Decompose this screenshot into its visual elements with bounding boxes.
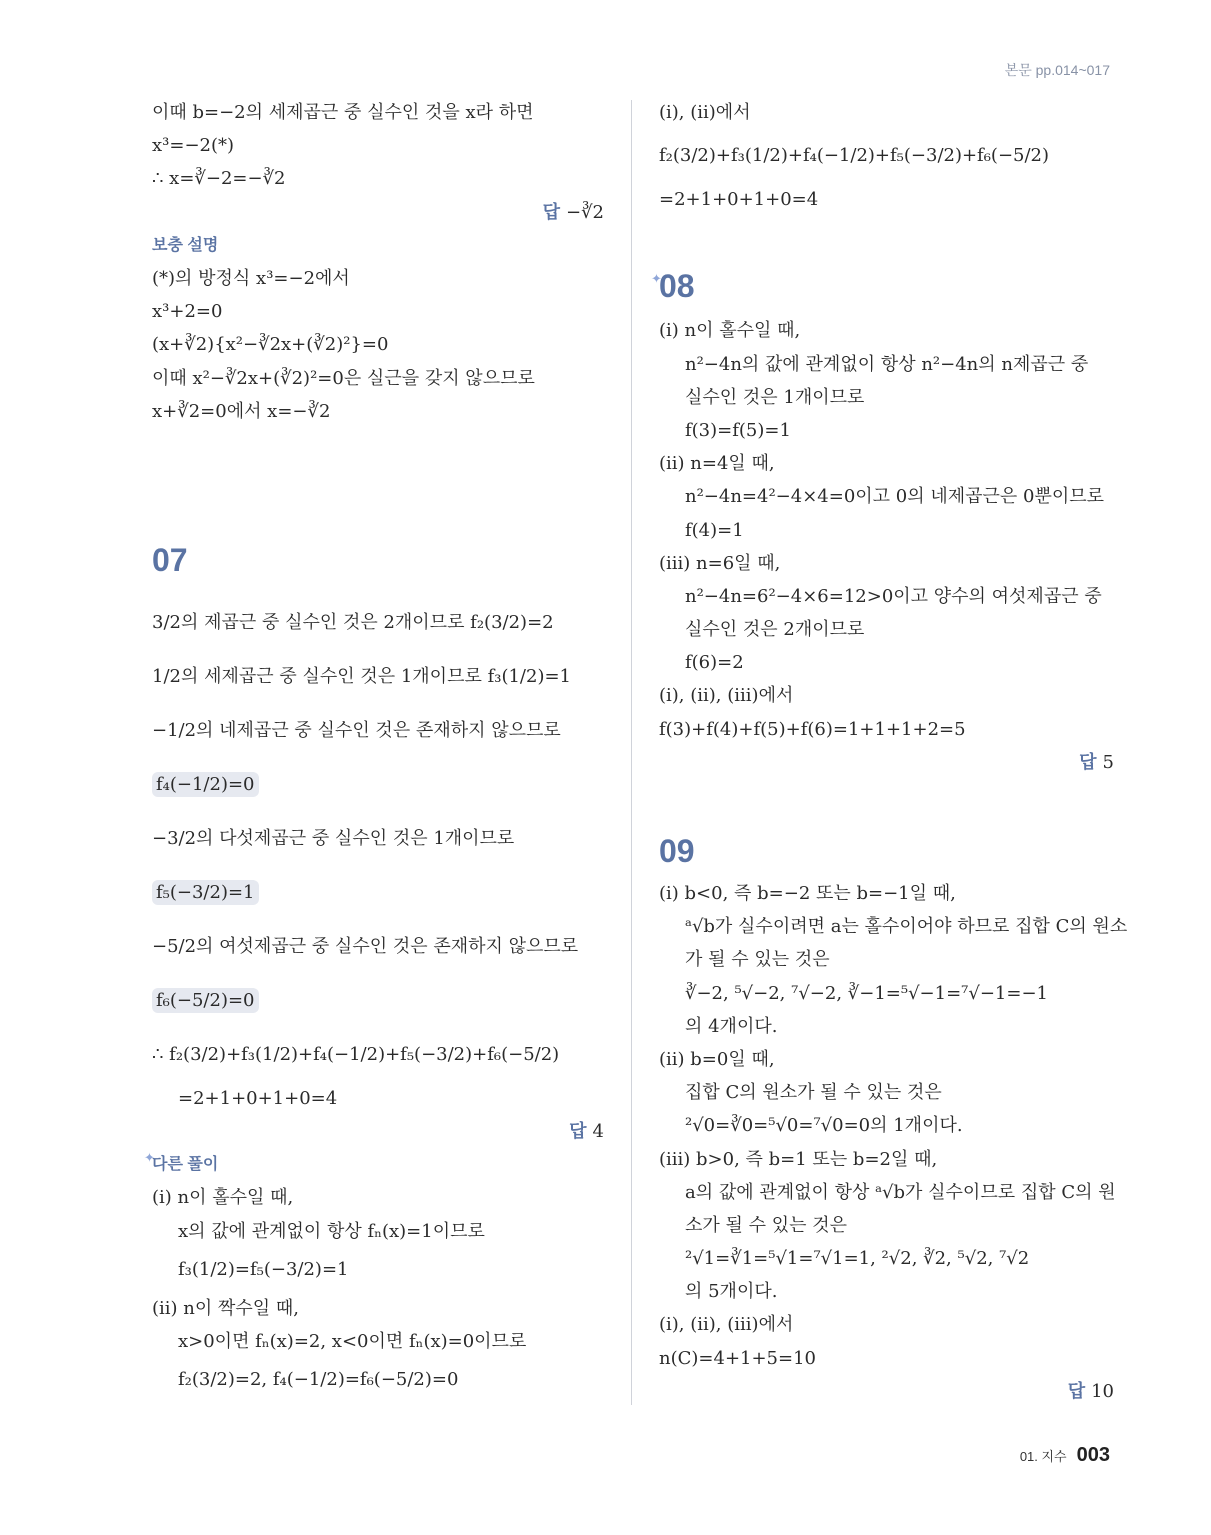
text-line: n²−4n=4²−4×4=0이고 0의 네제곱근은 0뿐이므로 — [685, 486, 1105, 508]
text-line: x³=−2(*) — [152, 135, 235, 157]
text-line: (x+∛2){x²−∛2x+(∛2)²}=0 — [152, 334, 389, 356]
text-line: (ⅰ), (ⅱ), (ⅲ)에서 — [659, 685, 794, 707]
text-line: 소가 될 수 있는 것은 — [685, 1214, 847, 1236]
text-line — [152, 866, 604, 920]
answer-value: −∛2 — [565, 201, 604, 223]
text-line: n(C)=4+1+5=10 — [659, 1347, 816, 1369]
text-line: x의 값에 관계없이 항상 fₙ(x)=1이므로 — [178, 1220, 485, 1242]
text-line: =2+1+0+1+0=4 — [178, 1087, 338, 1109]
text-line: 1/2의 세제곱근 중 실수인 것은 1개이므로 f₃(1/2)=1 — [152, 665, 571, 687]
text-line: ∴ x=∛−2=−∛2 — [152, 168, 286, 190]
text-line — [152, 758, 604, 812]
column-divider — [631, 100, 632, 1405]
text-line: f(6)=2 — [685, 652, 744, 674]
page-footer — [1020, 1444, 1110, 1467]
text-line: f(3)=f(5)=1 — [685, 419, 791, 441]
supplement-title: 보충 설명 — [152, 236, 219, 254]
answer-line — [659, 746, 1114, 779]
text-line: x³+2=0 — [152, 301, 223, 323]
chapter-label: 01. 지수 — [1019, 1449, 1067, 1464]
text-line: (ⅱ) n=4일 때, — [659, 453, 775, 475]
text-line: f₃(1/2)=f₅(−3/2)=1 — [178, 1258, 349, 1280]
text-line: (ⅰ), (ⅱ), (ⅲ)에서 — [659, 1314, 794, 1336]
text-line: 이때 x²−∛2x+(∛2)²=0은 실근을 갖지 않으므로 — [152, 367, 535, 389]
left-column — [144, 96, 604, 1402]
text-line: f(3)+f(4)+f(5)+f(6)=1+1+1+2=5 — [659, 718, 966, 740]
text-line: x>0이면 fₙ(x)=2, x<0이면 fₙ(x)=0이므로 — [178, 1331, 527, 1352]
text-line: ᵃ√b가 실수이려면 a는 홀수이어야 하므로 집합 C의 원소 — [685, 916, 1128, 938]
text-line: 가 될 수 있는 것은 — [685, 949, 830, 971]
text-line: (ⅱ) b=0일 때, — [659, 1048, 775, 1070]
text-line: 의 4개이다. — [685, 1015, 778, 1037]
alternative-solution-title: ✦ 다른 풀이 — [152, 1148, 604, 1181]
text-line: 실수인 것은 1개이므로 — [685, 386, 865, 408]
text-line: 이때 b=−2의 세제곱근 중 실수인 것을 x라 하면 — [152, 102, 534, 123]
text-line: 실수인 것은 2개이므로 — [685, 619, 865, 641]
text-line: ²√0=∛0=⁵√0=⁷√0=0의 1개이다. — [685, 1115, 963, 1137]
answer-line — [152, 1115, 604, 1148]
text-line: −3/2의 다섯제곱근 중 실수인 것은 1개이므로 — [152, 827, 515, 849]
text-line: 의 5개이다. — [685, 1281, 778, 1303]
problem-number-09: 09 — [659, 833, 695, 869]
text-line: 집합 C의 원소가 될 수 있는 것은 — [685, 1082, 942, 1104]
text-line — [152, 974, 604, 1028]
page-number: 003 — [1076, 1444, 1110, 1466]
sparkle-icon: ✦ — [651, 272, 662, 288]
text-line: ∛−2, ⁵√−2, ⁷√−2, ∛−1=⁵√−1=⁷√−1=−1 — [685, 982, 1048, 1004]
text-line: (ⅱ) n이 짝수일 때, — [152, 1297, 299, 1319]
text-line: (ⅲ) n=6일 때, — [659, 552, 781, 574]
text-line: x+∛2=0에서 x=−∛2 — [152, 400, 331, 422]
text-line: f(4)=1 — [685, 519, 744, 541]
right-column — [651, 96, 1128, 1408]
text-line: n²−4n=6²−4×6=12>0이고 양수의 여섯제곱근 중 — [685, 585, 1102, 607]
problem-number-08: ✦ 08 — [659, 264, 1114, 308]
text-line: f₂(3/2)+f₃(1/2)+f₄(−1/2)+f₅(−3/2)+f₆(−5/2) — [659, 145, 1050, 167]
sparkle-icon: ✦ — [144, 1151, 155, 1167]
text-line: =2+1+0+1+0=4 — [659, 189, 819, 211]
text-line: (ⅰ) b<0, 즉 b=−2 또는 b=−1일 때, — [659, 883, 956, 904]
text-line: −5/2의 여섯제곱근 중 실수인 것은 존재하지 않으므로 — [152, 935, 579, 957]
text-line: 3/2의 제곱근 중 실수인 것은 2개이므로 f₂(3/2)=2 — [152, 611, 554, 633]
answer-label: 답 — [1079, 751, 1097, 772]
text-line: (*)의 방정식 x³=−2에서 — [152, 267, 350, 289]
text-line: (ⅰ), (ⅱ)에서 — [659, 102, 751, 123]
highlighted-formula: f₆(−5/2)=0 — [152, 988, 259, 1013]
answer-line — [659, 1375, 1114, 1408]
answer-label: 답 — [569, 1121, 587, 1142]
answer-value: 10 — [1091, 1380, 1114, 1402]
highlighted-formula: f₄(−1/2)=0 — [152, 772, 259, 797]
text-line: a의 값에 관계없이 항상 ᵃ√b가 실수이므로 집합 C의 원 — [685, 1181, 1116, 1203]
text-line: ²√1=∛1=⁵√1=⁷√1=1, ²√2, ∛2, ⁵√2, ⁷√2 — [685, 1248, 1030, 1270]
text-line: f₂(3/2)=2, f₄(−1/2)=f₆(−5/2)=0 — [178, 1369, 459, 1391]
text-line: n²−4n의 값에 관계없이 항상 n²−4n의 n제곱근 중 — [685, 353, 1089, 375]
text-line: ∴ f₂(3/2)+f₃(1/2)+f₄(−1/2)+f₅(−3/2)+f₆(−5/2) — [152, 1043, 560, 1065]
answer-value: 5 — [1102, 751, 1114, 773]
section-gap — [152, 428, 604, 538]
answer-value: 4 — [592, 1121, 604, 1143]
text-line: −1/2의 네제곱근 중 실수인 것은 존재하지 않으므로 — [152, 719, 561, 741]
answer-label: 답 — [542, 201, 560, 222]
text-line: (ⅲ) b>0, 즉 b=1 또는 b=2일 때, — [659, 1148, 938, 1170]
answer-label: 답 — [1067, 1380, 1086, 1401]
problem-number-07: 07 — [152, 541, 188, 578]
page-reference: 본문 pp.014~017 — [1004, 62, 1110, 78]
text-line: (ⅰ) n이 홀수일 때, — [152, 1187, 294, 1209]
text-line: (ⅰ) n이 홀수일 때, — [659, 320, 801, 342]
answer-line — [152, 196, 604, 229]
highlighted-formula: f₅(−3/2)=1 — [152, 880, 259, 905]
